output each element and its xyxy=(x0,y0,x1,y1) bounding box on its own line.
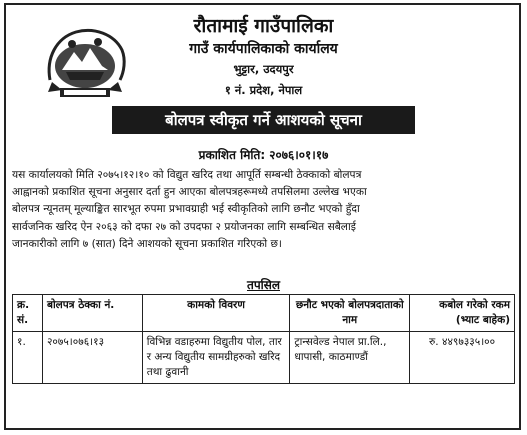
header-contract-no: बोलपत्र ठेक्का नं. xyxy=(42,295,142,332)
office-name: गाउँ कार्यपालिकाको कार्यालय xyxy=(189,41,338,57)
cell-amount: रु. ४४९७३३५।०० xyxy=(410,332,515,384)
cell-description: विभिन्न वडाहरुमा विद्युतीय पोल, तार र अन्य विद्युतीय सामग्रीहरुको खरिद तथा ढुवानी xyxy=(142,332,290,384)
notice-body-line: जानकारीको लागि ७ (सात) दिने आशयको सूचना प्रकाशित गरिएको छ। xyxy=(12,237,282,250)
notice-body xyxy=(12,167,515,253)
notice-body-line: आह्वानको प्रकाशित सूचना अनुसार दर्ता हुन आएका बोलपत्रहरूमध्ये तपसिलमा उल्लेख भएका xyxy=(12,186,367,199)
schedule-caption: तपसिल xyxy=(246,278,280,292)
cell-contract-no: २०७५।०७६।१३ xyxy=(42,332,142,384)
municipality-name: रौतामाई गाउँपालिका xyxy=(193,15,334,37)
notice-body-line: बोलपत्र न्यूनतम् मूल्याङ्कित सारभूत रुपमा प्रभावग्राही भई स्वीकृतिको लागि छनौट भएको हुँदा xyxy=(12,203,360,216)
cell-sn: १. xyxy=(13,332,43,384)
header-description: कामको विवरण xyxy=(142,295,290,332)
published-date: प्रकाशित मिति: २०७६।०१।१७ xyxy=(198,148,329,162)
header-amount: कबोल गरेको रकम (भ्याट बाहेक) xyxy=(410,295,515,332)
schedule-table xyxy=(12,294,515,384)
office-address: भुट्टार, उदयपुर xyxy=(233,62,294,76)
notice-title: बोलपत्र स्वीकृत गर्ने आशयको सूचना xyxy=(112,106,415,134)
header-sn: क्र. सं. xyxy=(13,295,43,332)
cell-bidder: ट्रान्सवेल्ड नेपाल प्रा.लि., धापासी, काठमाण्डौं xyxy=(290,332,410,384)
notice-body-line: सार्वजनिक खरिद ऐन २०६३ को दफा २७ को उपदफा २ प्रयोजनका लागि सम्बन्धित सबैलाई xyxy=(12,220,356,233)
table-row xyxy=(13,332,515,384)
notice-body-line: यस कार्यालयको मिति २०७५।१२।१० को विद्युत खरिद तथा आपूर्ति सम्बन्धी ठेक्काको बोलपत्र xyxy=(12,169,362,181)
table-header-row xyxy=(13,295,515,332)
office-province: १ नं. प्रदेश, नेपाल xyxy=(224,83,303,97)
header-bidder: छनौट भएको बोलपत्रदाताको नाम xyxy=(290,295,410,332)
